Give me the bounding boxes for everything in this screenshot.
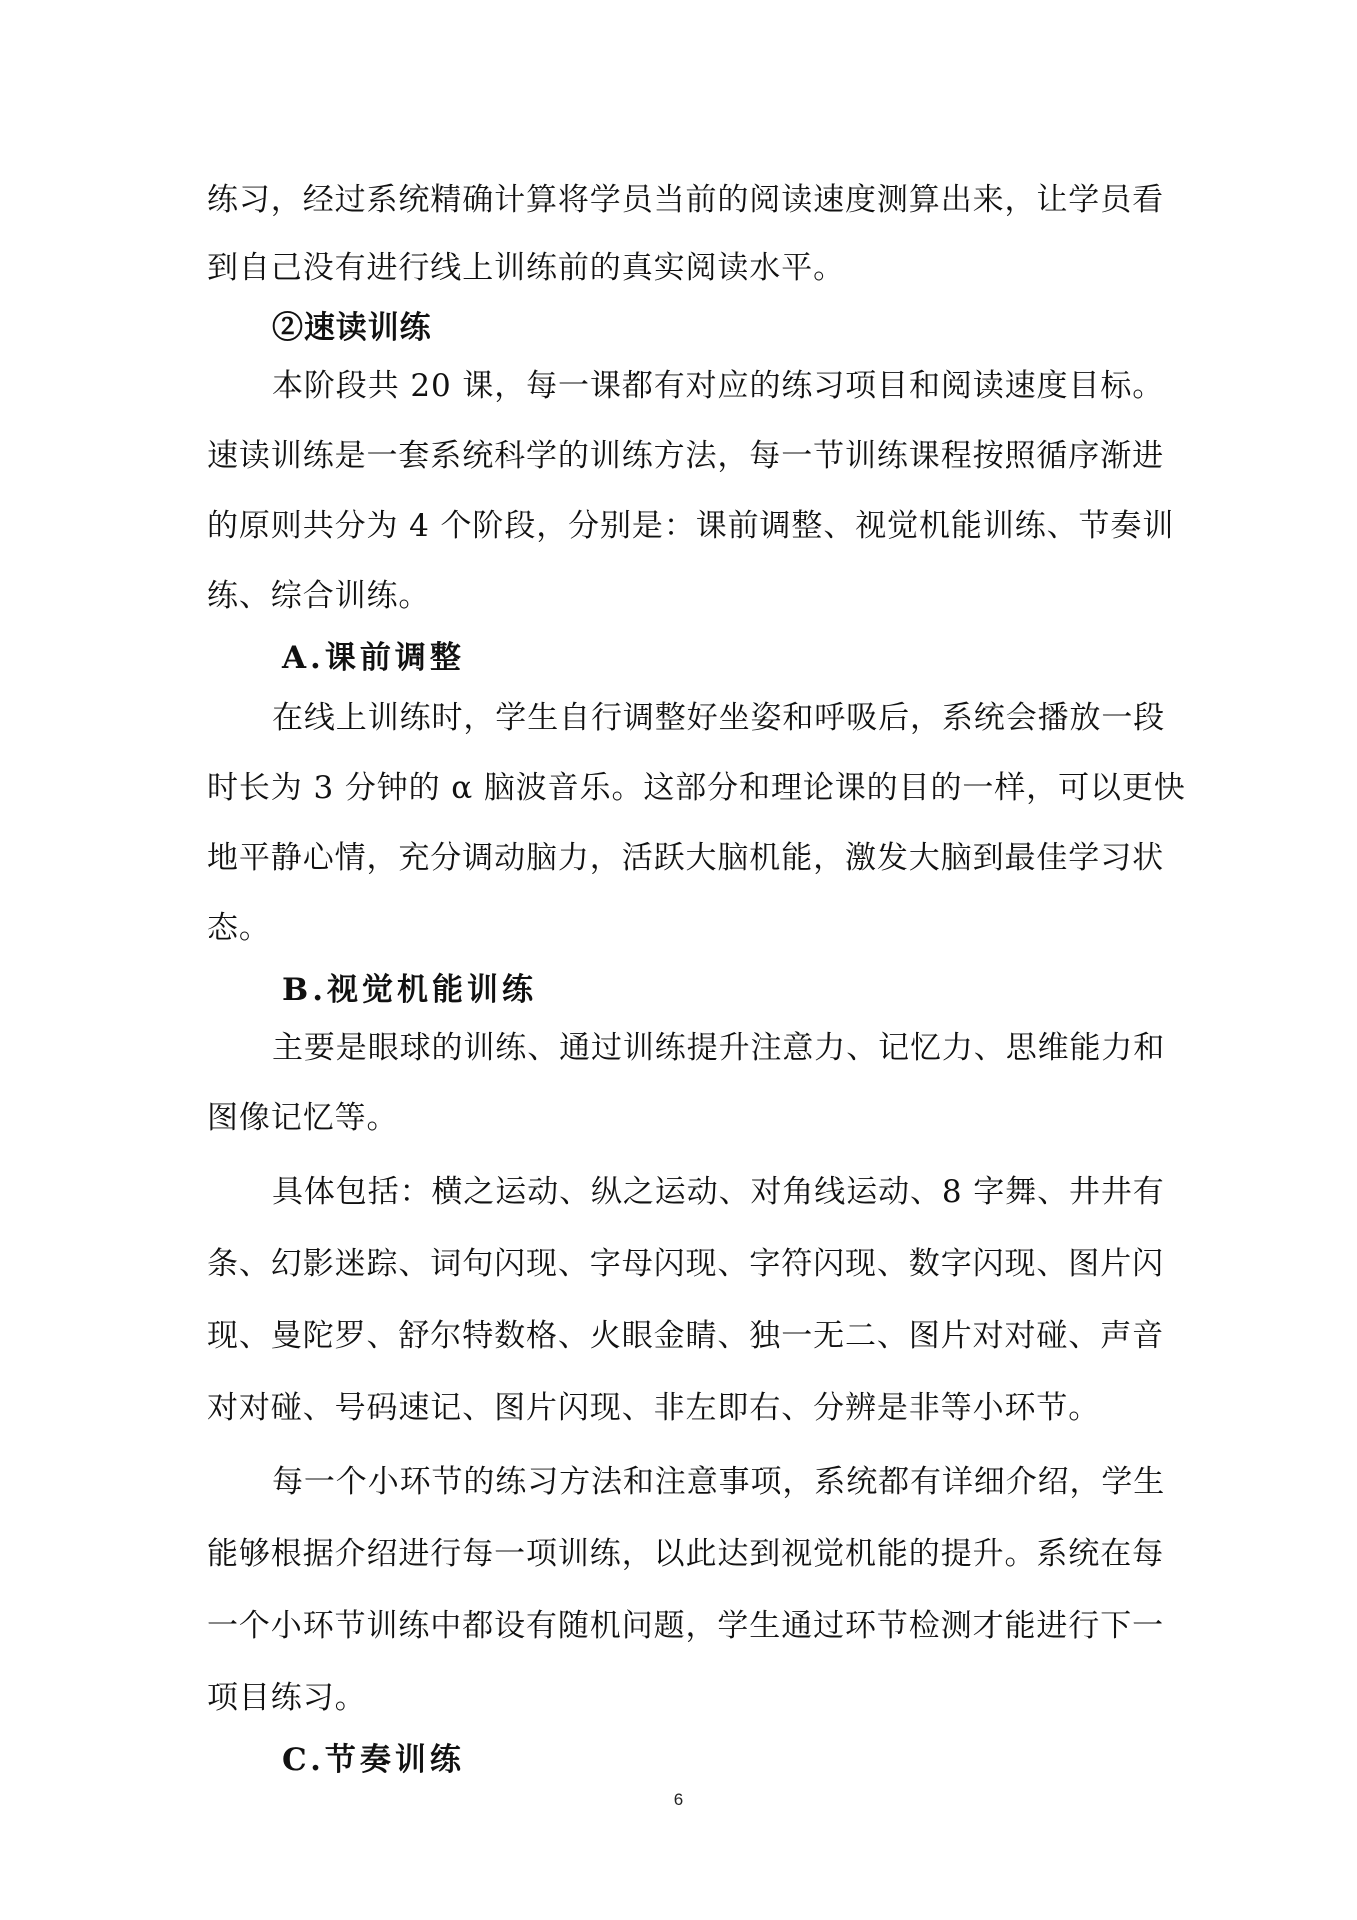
body-text-line: 具体包括：横之运动、纵之运动、对角线运动、8 字舞、井井有 <box>272 1174 1165 1210</box>
body-text-line: 在线上训练时，学生自行调整好坐姿和呼吸后，系统会播放一段 <box>272 700 1166 736</box>
body-text-line: 速读训练是一套系统科学的训练方法，每一节训练课程按照循序渐进 <box>207 438 1164 474</box>
body-text-line: 对对碰、号码速记、图片闪现、非左即右、分辨是非等小环节。 <box>207 1390 1101 1426</box>
body-text-line: 图像记忆等。 <box>207 1100 399 1136</box>
body-text-line: 练、综合训练。 <box>207 578 431 614</box>
body-text-line: 到自己没有进行线上训练前的真实阅读水平。 <box>207 250 845 286</box>
page-number: 6 <box>673 1790 684 1809</box>
body-text-line: 的原则共分为 4 个阶段，分别是：课前调整、视觉机能训练、节奏训 <box>207 508 1175 544</box>
body-text-line: 地平静心情，充分调动脑力，活跃大脑机能，激发大脑到最佳学习状 <box>207 840 1164 876</box>
body-text-line: 现、曼陀罗、舒尔特数格、火眼金睛、独一无二、图片对对碰、声音 <box>207 1318 1164 1354</box>
body-text-line: 条、幻影迷踪、词句闪现、字母闪现、字符闪现、数字闪现、图片闪 <box>207 1246 1164 1282</box>
subheading-c-rhythm-training: C.节奏训练 <box>282 1742 465 1778</box>
subheading-b-visual-function-training: B.视觉机能训练 <box>282 972 537 1008</box>
body-text-line: 主要是眼球的训练、通过训练提升注意力、记忆力、思维能力和 <box>272 1030 1166 1066</box>
body-text-line: 时长为 3 分钟的 α 脑波音乐。这部分和理论课的目的一样，可以更快 <box>207 770 1186 806</box>
body-text-line: 项目练习。 <box>207 1680 367 1716</box>
body-text-line: 一个小环节训练中都设有随机问题，学生通过环节检测才能进行下一 <box>207 1608 1164 1644</box>
section-heading-speed-reading: ②速读训练 <box>272 310 432 346</box>
body-text-line: 练习，经过系统精确计算将学员当前的阅读速度测算出来，让学员看 <box>207 182 1164 218</box>
body-text-line: 本阶段共 20 课，每一课都有对应的练习项目和阅读速度目标。 <box>272 368 1165 404</box>
subheading-a-pre-class-adjustment: A.课前调整 <box>282 640 465 676</box>
body-text-line: 能够根据介绍进行每一项训练，以此达到视觉机能的提升。系统在每 <box>207 1536 1164 1572</box>
body-text-line: 态。 <box>207 910 271 946</box>
body-text-line: 每一个小环节的练习方法和注意事项，系统都有详细介绍，学生 <box>272 1464 1166 1500</box>
